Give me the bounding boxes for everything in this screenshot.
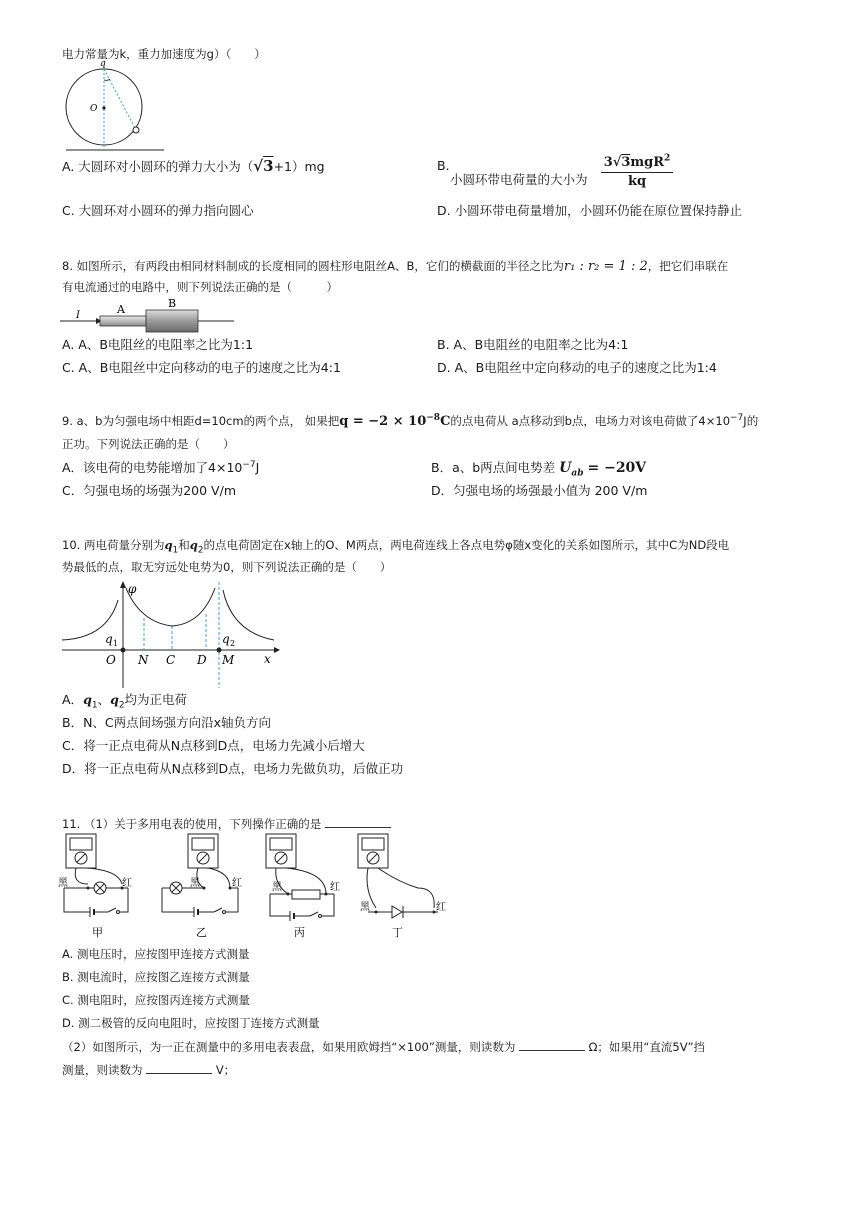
q8-option-c[interactable]: C. A、B电阻丝中定向移动的电子的速度之比为4:1 [62,360,341,375]
q10-option-a-q1-sub: 1 [91,700,98,711]
q9-option-b-text: B．a、b两点间电势差 [431,460,556,475]
q11-voltage-reading-blank[interactable] [146,1061,212,1074]
meter-figure-jia [58,834,132,939]
q7-option-a-text: A. 大圆环对小圆环的弹力大小为（ [62,159,254,174]
bing-red-label: 红 [330,882,340,893]
q9-option-b[interactable] [431,460,647,479]
q10-stem-a: 10. 两电荷量分别为 [62,538,165,552]
q10-label-o: O [106,653,116,667]
q10-option-c[interactable]: C．将一正点电荷从N点移到D点，电场力先减小后增大 [62,738,365,753]
q10-label-n: N [138,653,149,667]
q7-frac-exp: 2 [664,153,671,164]
q11-multimeter-figures [58,832,458,944]
q9-stem-b: 的点电荷从 a点移动到b点，电场力对该电荷做了4×10 [450,414,731,428]
q10-potential-graph [62,580,282,690]
q8-option-a[interactable]: A. A、B电阻丝的电阻率之比为1:1 [62,337,254,352]
q10-label-c: C [166,653,176,667]
q7-frac-root: 3 [621,155,631,170]
q10-label-q2-sub: 2 [230,639,236,648]
q10-label-q2: q [222,632,230,646]
q10-option-a-q2-sub: 2 [118,700,125,711]
q7-option-d[interactable]: D. 小圆环带电荷量增加，小圆环仍能在原位置保持静止 [437,203,743,218]
q10-label-x: x [264,652,271,666]
q9-option-a-text: A．该电荷的电势能增加了4×10 [62,460,243,475]
yi-black-label: 黑 [190,878,200,889]
q10-q2-sub: 2 [197,545,204,556]
q11-option-a[interactable]: A. 测电压时，应按图甲连接方式测量 [62,947,250,961]
q9-option-a-unit: J [255,460,260,475]
q9-charge-unit: C [440,414,451,429]
q7-option-a[interactable]: A. 大圆环对小圆环的弹力大小为（√3+1）mg [62,157,325,175]
q9-option-c[interactable]: C．匀强电场的场强为200 V/m [62,483,236,498]
q7-option-c[interactable]: C. 大圆环对小圆环的弹力指向圆心 [62,203,254,218]
q11-answer-blank[interactable] [325,815,391,828]
q9-option-b-value: = −20V [587,460,647,476]
q9-option-a[interactable] [62,460,259,476]
q10-label-d: D [197,653,207,667]
jia-black-label: 黑 [58,878,68,889]
q10-label-q1: q [105,632,113,646]
q7-option-b[interactable] [437,158,450,174]
q10-option-a-q2: q [110,692,119,707]
q7-option-a-root: 3 [263,157,274,175]
meter-figure-yi [162,834,242,939]
q10-stem-line1 [62,537,730,556]
q9-option-b-u: U [559,460,572,476]
q7-label-q: q [100,59,106,69]
q11-option-b[interactable]: B. 测电流时，应按图乙连接方式测量 [62,970,250,984]
meter-figure-bing [266,834,340,939]
meter-figure-ding [358,834,446,939]
q11-part2-line1 [62,1038,705,1055]
bing-caption: 丙 [294,926,305,939]
ding-black-label: 黑 [360,902,370,913]
jia-caption: 甲 [92,926,103,939]
q7-option-b-text: 小圆环带电荷量的大小为 [450,172,588,187]
q8-label-a: A [117,303,125,316]
yi-caption: 乙 [196,926,207,939]
q10-and: 和 [178,538,190,552]
q7-stem-tail: 电力常量为k，重力加速度为g）（ ） [62,47,266,61]
q9-stem-line2: 正功。下列说法正确的是（ ） [62,437,235,451]
q7-label-o: O [90,104,98,114]
q9-stem-line1 [62,413,758,430]
q7-frac-vars: mgR [630,155,665,170]
q8-stem-b: ，把它们串联在 [647,259,729,273]
q9-option-a-exp: −7 [242,459,256,470]
q7-option-b-letter: B. [437,158,450,173]
q11-option-d[interactable]: D. 测二极管的反向电阻时，应按图丁连接方式测量 [62,1016,320,1030]
q11-part2-unit2: V； [215,1063,236,1077]
q8-label-i: I [76,310,80,321]
ding-red-label: 红 [436,902,446,913]
q11-part2-unit1: Ω；如果用“直流5V”挡 [588,1040,706,1054]
q11-part2-text-b: 测量，则读数为 [62,1063,143,1077]
q9-option-b-sub: ab [571,468,584,479]
q10-stem-b: 的点电荷固定在x轴上的O、M两点，两电荷连线上各点电势φ随x变化的关系如图所示，其中C为ND段电 [203,538,730,552]
q11-part2-line2 [62,1061,235,1078]
q8-stem-a: 8. 如图所示，有两段由相同材料制成的长度相同的圆柱形电阻丝A、B，它们的横截面的半径之比为 [62,259,564,273]
q8-option-b[interactable]: B. A、B电阻丝的电阻率之比为4:1 [437,337,629,352]
q9-work-exp: −7 [730,413,744,424]
q8-resistor-figure [60,296,240,336]
q11-part1-text: 11. （1）关于多用电表的使用，下列操作正确的是 [62,817,322,831]
q9-charge-exp: −8 [426,413,441,424]
q7-option-b-fraction: 3√3mgR$^2$ kq [597,154,677,190]
q10-q1: q [164,538,173,552]
q7-frac-coef: 3 [603,155,613,170]
q9-charge: q = −2 × 10 [339,414,427,429]
q7-frac-den: kq [627,174,647,189]
q10-label-m: M [222,653,235,667]
q8-ratio: r₁ : r₂ = 1 : 2 [563,259,648,274]
yi-red-label: 红 [232,878,242,889]
jia-red-label: 红 [122,878,132,889]
q8-label-b: B [168,297,177,310]
q10-option-a-letter: A． [62,692,84,707]
q10-option-a[interactable]: A．$q_1$、$q_2$均为正电荷 [62,692,188,711]
q10-option-b[interactable]: B．N、C两点间场强方向沿x轴负方向 [62,715,272,730]
q10-stem-line2: 势最低的点，取无穷远处电势为0，则下列说法正确的是（ ） [62,560,392,574]
q8-stem-line2: 有电流通过的电路中，则下列说法正确的是（ ） [62,280,338,294]
q10-option-a-text: 均为正电荷 [124,692,188,707]
q9-option-d[interactable]: D．匀强电场的场强最小值为 200 V/m [431,483,648,498]
q7-circle-figure [60,59,180,156]
bing-black-label: 黑 [272,882,282,893]
q11-option-c[interactable]: C. 测电阻时，应按图丙连接方式测量 [62,993,250,1007]
q11-part1-stem [62,815,391,832]
q10-label-phi: φ [128,582,137,596]
q9-stem-c: J的 [743,414,759,428]
q10-option-d[interactable]: D．将一正点电荷从N点移到D点，电场力先做负功，后做正功 [62,761,404,776]
q10-q2: q [189,538,198,552]
q10-label-q1-sub: 1 [113,639,119,648]
q8-option-d[interactable]: D. A、B电阻丝中定向移动的电子的速度之比为1:4 [437,360,717,375]
q10-q1-sub: 1 [172,545,179,556]
q9-stem-a: 9. a、b为匀强电场中相距d=10cm的两个点， 如果把 [62,414,340,428]
q7-option-a-tail: +1）mg [273,159,325,174]
ding-caption: 丁 [392,926,403,939]
q8-stem-line1 [62,258,728,275]
q10-option-a-q1: q [83,692,92,707]
q11-part2-text-a: （2）如图所示，为一正在测量中的多用电表表盘，如果用欧姆挡“×100”测量，则读数为 [62,1040,516,1054]
q11-ohm-reading-blank[interactable] [519,1038,585,1051]
